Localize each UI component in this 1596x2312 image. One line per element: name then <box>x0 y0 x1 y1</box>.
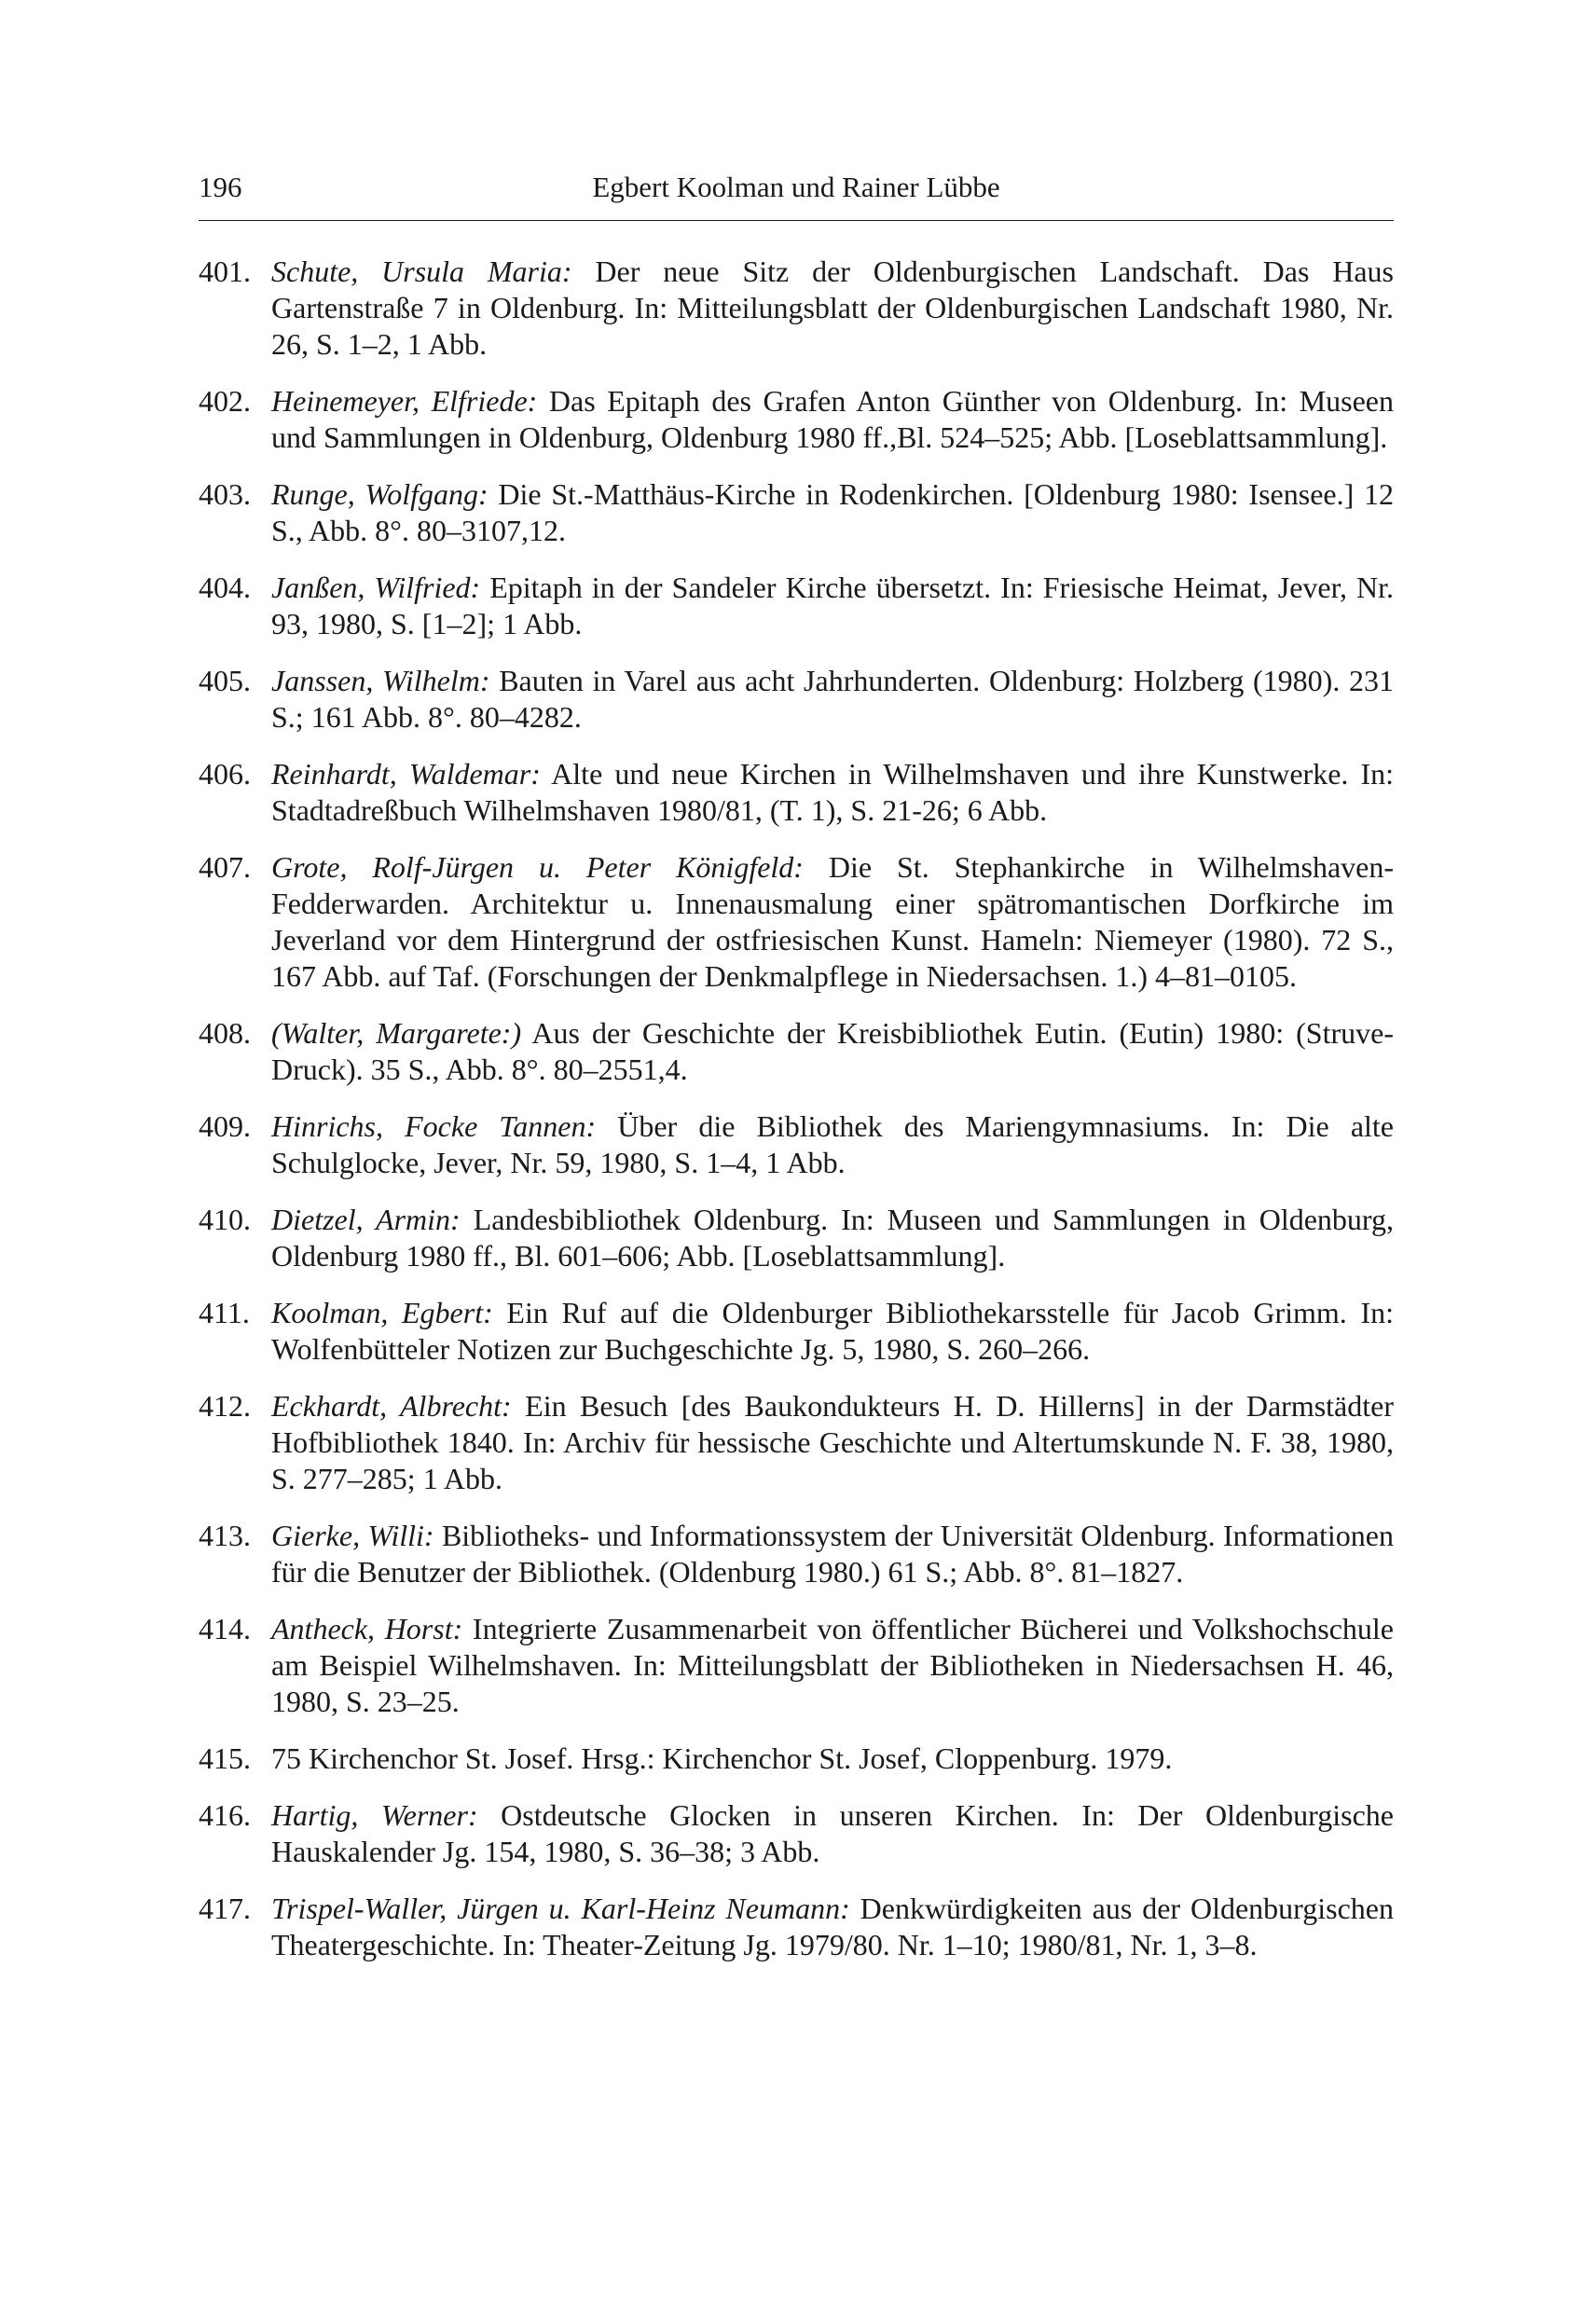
entry-text: Die St.-Matthäus-Kirche in Rodenkirchen. [Oldenburg 1980: Isensee.] 12 S., Abb. 8°. 80–3107,12. <box>271 477 1395 547</box>
entry-number: 408. <box>199 1016 251 1050</box>
entry-number: 414. <box>199 1612 251 1645</box>
entry-author: Koolman, Egbert: <box>271 1296 493 1329</box>
bibliography-entry <box>199 383 1394 456</box>
entry-text: Ein Ruf auf die Oldenburger Bibliothekarsstelle für Jacob Grimm. In: Wolfenbütteler Notizen zur Buchgeschichte Jg. 5, 1980, S. 260–266. <box>271 1296 1395 1366</box>
bibliography-entry <box>199 570 1394 642</box>
entry-text: Epitaph in der Sandeler Kirche übersetzt. In: Friesische Heimat, Jever, Nr. 93, 1980, S. [1–2]; 1 Abb. <box>271 571 1395 640</box>
entry-number: 401. <box>199 255 251 288</box>
entry-author: Runge, Wolfgang: <box>271 477 488 511</box>
entry-author: Schute, Ursula Maria: <box>271 255 572 288</box>
entry-author: Dietzel, Armin: <box>271 1203 461 1236</box>
entry-text: Denkwürdigkeiten aus der Oldenburgischen Theatergeschichte. In: Theater-Zeitung Jg. 1979/80. Nr. 1–10; 1980/81, Nr. 1, 3–8. <box>271 1892 1394 1961</box>
entry-author: Eckhardt, Albrecht: <box>271 1389 512 1423</box>
entry-text: Alte und neue Kirchen in Wilhelmshaven und ihre Kunstwerke. In: Stadtadreßbuch Wilhelmshaven 1980/81, (T. 1), S. 21-26; 6 Abb. <box>271 757 1395 827</box>
bibliography-entry <box>199 1741 1394 1777</box>
entry-author: Hartig, Werner: <box>271 1798 478 1832</box>
entry-number: 406. <box>199 757 251 791</box>
entry-number: 411. <box>199 1296 250 1329</box>
entry-number: 416. <box>199 1798 251 1832</box>
entry-number: 409. <box>199 1109 251 1143</box>
entry-number: 410. <box>199 1203 251 1236</box>
entry-author: Reinhardt, Waldemar: <box>271 757 541 791</box>
entry-text: 75 Kirchenchor St. Josef. Hrsg.: Kirchenchor St. Josef, Cloppenburg. 1979. <box>271 1741 1173 1775</box>
entry-author: Heinemeyer, Elfriede: <box>271 384 538 418</box>
entry-text: Ostdeutsche Glocken in unseren Kirchen. In: Der Oldenburgische Hauskalender Jg. 154, 1980, S. 36–38; 3 Abb. <box>271 1798 1395 1868</box>
bibliography-entry <box>199 663 1394 736</box>
entry-text: Das Epitaph des Grafen Anton Günther von Oldenburg. In: Museen und Sammlungen in Oldenburg, Oldenburg 1980 ff.,Bl. 524–525; Abb. [Loseblattsammlung]. <box>271 384 1395 454</box>
entry-text: Integrierte Zusammenarbeit von öffentlicher Bücherei und Volkshochschule am Beispiel Wilhelmshaven. In: Mitteilungsblatt der Bibliotheken in Niedersachsen H. 46, 1980, S. 23–25. <box>271 1612 1395 1718</box>
entry-number: 404. <box>199 571 251 604</box>
entry-number: 417. <box>199 1892 251 1925</box>
entry-author: Trispel-Waller, Jürgen u. Karl-Heinz Neumann: <box>271 1892 850 1925</box>
bibliography-entry <box>199 1295 1394 1368</box>
entry-author: Grote, Rolf-Jürgen u. Peter Königfeld: <box>271 850 804 884</box>
bibliography-entry <box>199 254 1394 363</box>
entry-text: Über die Bibliothek des Mariengymnasiums. In: Die alte Schulglocke, Jever, Nr. 59, 1980, S. 1–4, 1 Abb. <box>271 1109 1394 1179</box>
bibliography-entry <box>199 1518 1394 1590</box>
entry-number: 415. <box>199 1741 251 1775</box>
entry-text: Der neue Sitz der Oldenburgischen Landschaft. Das Haus Gartenstraße 7 in Oldenburg. In: Mitteilungsblatt der Oldenburgischen Landschaft 1980, Nr. 26, S. 1–2, 1 Abb. <box>271 255 1395 361</box>
bibliography-entry <box>199 476 1394 549</box>
running-head <box>199 164 1394 211</box>
bibliography-entry <box>199 849 1394 995</box>
entry-author: Janssen, Wilhelm: <box>271 664 490 697</box>
entry-number: 407. <box>199 850 251 884</box>
page-number: 196 <box>199 171 242 203</box>
bibliography-entry <box>199 1202 1394 1274</box>
entry-number: 405. <box>199 664 251 697</box>
bibliography-entry <box>199 1611 1394 1720</box>
bibliography-entry <box>199 1388 1394 1497</box>
entry-text: Landesbibliothek Oldenburg. In: Museen und Sammlungen in Oldenburg, Oldenburg 1980 ff., Bl. 601–606; Abb. [Loseblattsammlung]. <box>271 1203 1395 1273</box>
entry-author: (Walter, Margarete:) <box>271 1016 522 1050</box>
entry-text: Bauten in Varel aus acht Jahrhunderten. Oldenburg: Holzberg (1980). 231 S.; 161 Abb. 8°. 80–4282. <box>271 664 1395 734</box>
entry-author: Janßen, Wilfried: <box>271 571 481 604</box>
bibliography-entry <box>199 1015 1394 1088</box>
header-rule <box>199 220 1394 221</box>
entry-number: 413. <box>199 1519 251 1552</box>
entry-author: Hinrichs, Focke Tannen: <box>271 1109 597 1143</box>
entry-author: Gierke, Willi: <box>271 1519 434 1552</box>
entry-text: Die St. Stephankirche in Wilhelmshaven-Fedderwarden. Architektur u. Innenausmalung einer spätromantischen Dorfkirche im Jeverland vor dem Hintergrund der ostfriesischen Kunst. Hameln: Niemeyer (1980). 72 S., 167 Abb. auf Taf. (Forschungen der Denkmalpflege in Niedersachsen. 1.) 4–81–0105. <box>271 850 1395 993</box>
entry-text: Ein Besuch [des Baukondukteurs H. D. Hillerns] in der Darmstädter Hofbibliothek 1840. In: Archiv für hessische Geschichte und Altertumskunde N. F. 38, 1980, S. 277–285; 1 Abb. <box>271 1389 1395 1495</box>
entry-text: Aus der Geschichte der Kreisbibliothek Eutin. (Eutin) 1980: (Struve-Druck). 35 S., Abb. 8°. 80–2551,4. <box>271 1016 1394 1086</box>
bibliography-entry <box>199 1891 1394 1963</box>
running-title: Egbert Koolman und Rainer Lübbe <box>592 171 1000 203</box>
bibliography-entry <box>199 756 1394 829</box>
entry-number: 412. <box>199 1389 251 1423</box>
entry-number: 403. <box>199 477 251 511</box>
entry-text: Bibliotheks- und Informationssystem der Universität Oldenburg. Informationen für die Benutzer der Bibliothek. (Oldenburg 1980.) 61 S.; Abb. 8°. 81–1827. <box>271 1519 1395 1589</box>
bibliography-entry <box>199 1797 1394 1870</box>
bibliography-entry <box>199 1108 1394 1181</box>
entry-author: Antheck, Horst: <box>271 1612 463 1645</box>
bibliography-list <box>199 254 1394 1984</box>
entry-number: 402. <box>199 384 251 418</box>
